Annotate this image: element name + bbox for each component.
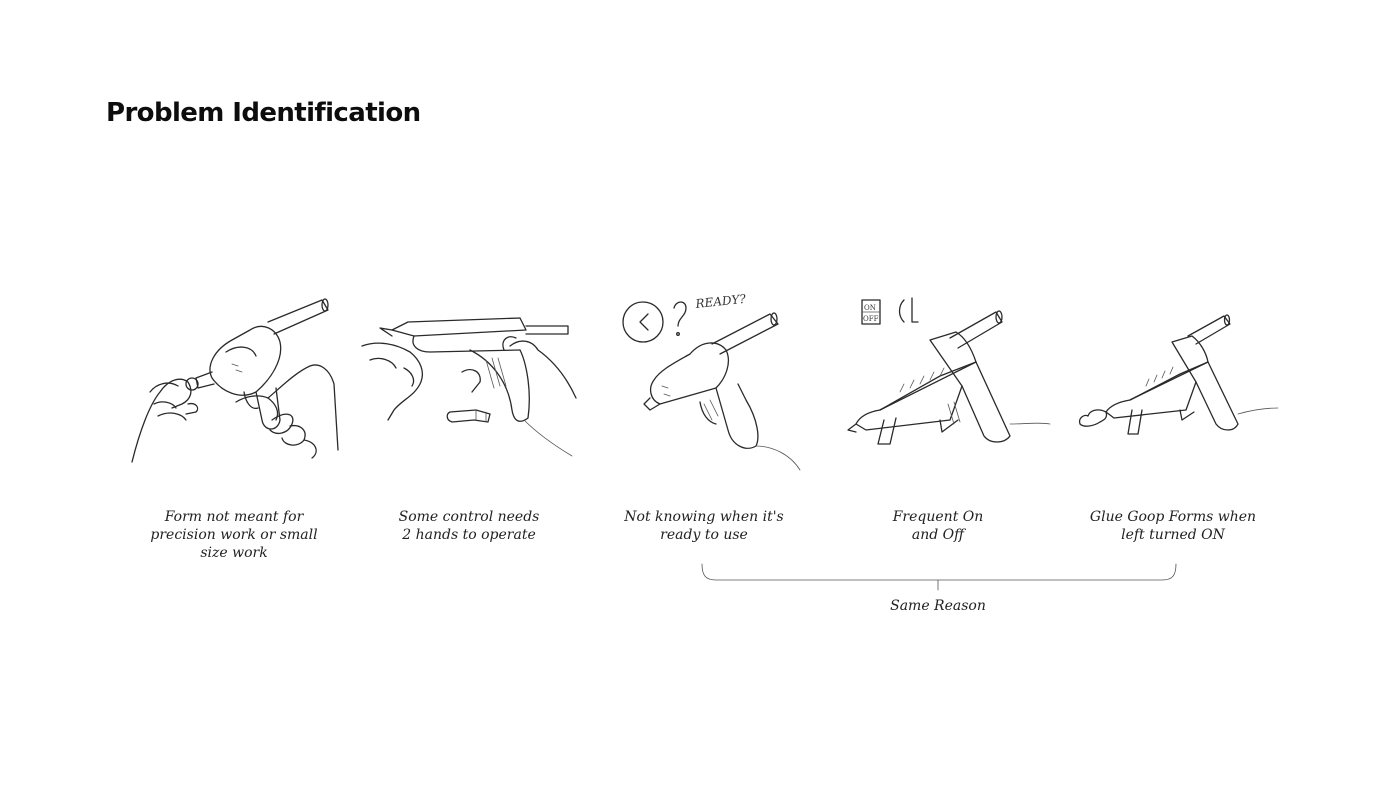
panel-5-caption: Glue Goop Forms when left turned ON [1089, 509, 1257, 543]
glue-gun-with-switch-icon [848, 298, 1050, 444]
two-hand-glue-gun-icon [362, 318, 576, 456]
panel-2-caption: Some control needs 2 hands to operate [398, 509, 540, 543]
hands-holding-glue-gun-icon [132, 299, 338, 462]
page-title: Problem Identification [106, 98, 421, 128]
panel-4-caption: Frequent On and Off [892, 509, 984, 543]
panel-3-caption: Not knowing when it's ready to use [624, 509, 784, 543]
switch-on-label: ON [864, 304, 876, 312]
glue-gun-dripping-icon [1080, 315, 1278, 434]
bracket-label: Same Reason [890, 598, 986, 614]
switch-off-label: OFF [863, 315, 879, 323]
panel-1-caption: Form not meant for precision work or small size work [150, 509, 318, 561]
same-reason-bracket [702, 564, 1176, 590]
glue-gun-with-clock-icon [623, 292, 800, 470]
ready-note: READY? [694, 291, 747, 311]
